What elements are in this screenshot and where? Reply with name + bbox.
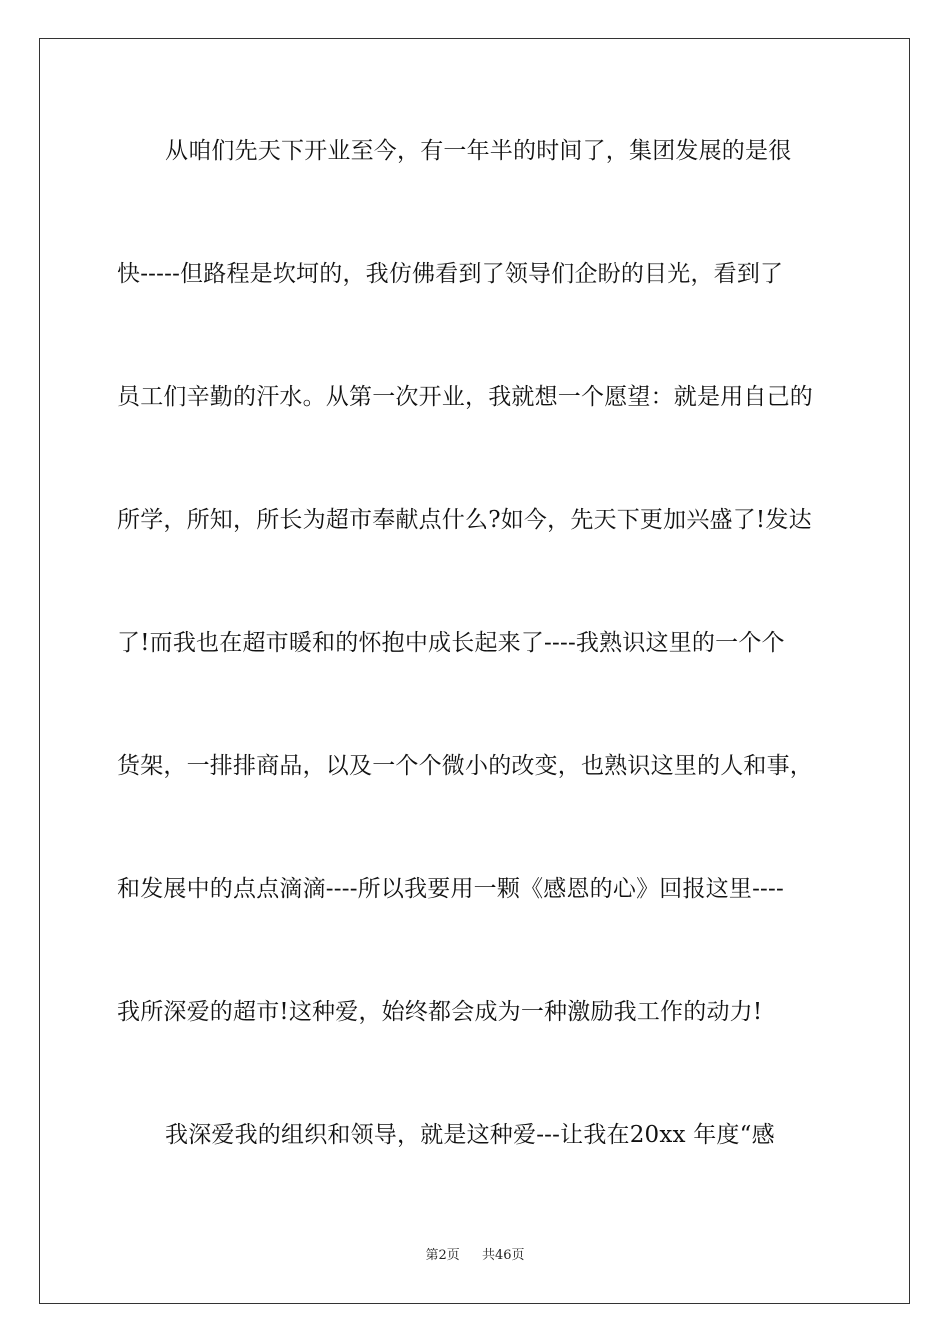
paragraph-line-6: 货架，一排排商品，以及一个个微小的改变，也熟识这里的人和事， bbox=[117, 753, 813, 779]
paragraph-line-9: 我深爱我的组织和领导，就是这种爱---让我在20xx 年度“感 bbox=[165, 1122, 775, 1148]
paragraph-line-2: 快-----但路程是坎坷的，我仿佛看到了领导们企盼的目光，看到了 bbox=[117, 261, 784, 287]
paragraph-line-3: 员工们辛勤的汗水。从第一次开业，我就想一个愿望：就是用自己的 bbox=[117, 384, 813, 410]
paragraph-line-1: 从咱们先天下开业至今，有一年半的时间了，集团发展的是很 bbox=[165, 138, 792, 164]
page-number: 第2页 bbox=[425, 1248, 460, 1263]
page-border bbox=[39, 38, 910, 1304]
paragraph-line-8: 我所深爱的超市!这种爱，始终都会成为一种激励我工作的动力! bbox=[117, 999, 763, 1025]
paragraph-line-4: 所学，所知，所长为超市奉献点什么?如今，先天下更加兴盛了!发达 bbox=[117, 507, 812, 533]
page-total: 共46页 bbox=[482, 1248, 525, 1263]
paragraph-line-5: 了!而我也在超市暖和的怀抱中成长起来了----我熟识这里的一个个 bbox=[117, 630, 785, 656]
page-footer bbox=[0, 1247, 950, 1265]
paragraph-line-7: 和发展中的点点滴滴----所以我要用一颗《感恩的心》回报这里---- bbox=[117, 876, 784, 902]
